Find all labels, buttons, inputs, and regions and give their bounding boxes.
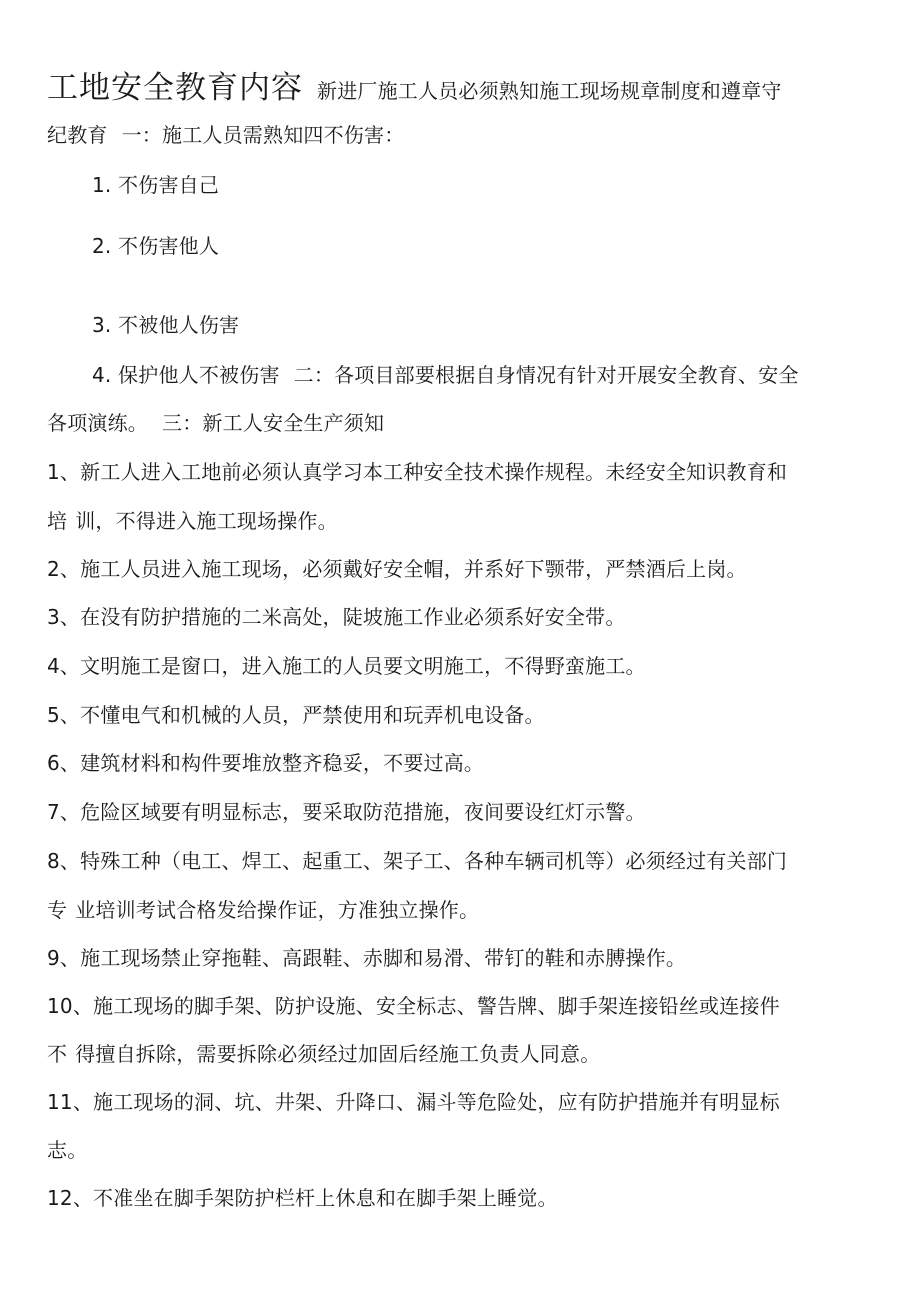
rule-11-line-2: 志。 xyxy=(47,1138,88,1162)
list-item: 3. 不被他人伤害 xyxy=(92,313,240,337)
section-one-heading: 一：施工人员需熟知四不伤害： xyxy=(121,123,405,147)
rule-8-text-cont: 业培训考试合格发给操作证，方准独立操作。 xyxy=(75,898,480,922)
list-item: 4. 保护他人不被伤害 xyxy=(92,363,280,387)
rule-10-line-1: 10、施工现场的脚手架、防护设施、安全标志、警告牌、脚手架连接铅丝或连接件 xyxy=(47,994,780,1018)
list-item: 2. 不伤害他人 xyxy=(92,234,220,258)
rule-1-text-cont: 训，不得进入施工现场操作。 xyxy=(75,509,338,533)
rule-11-line-1: 11、施工现场的洞、坑、井架、升降口、漏斗等危险处，应有防护措施并有明显标 xyxy=(47,1090,780,1114)
rule-8-line-2 xyxy=(47,896,867,924)
rule-4: 4、文明施工是窗口，进入施工的人员要文明施工，不得野蛮施工。 xyxy=(47,654,646,678)
rule-2: 2、施工人员进入施工现场，必须戴好安全帽，并系好下颚带，严禁酒后上岗。 xyxy=(47,557,747,581)
rule-1-line-1: 1、新工人进入工地前必须认真学习本工种安全技术操作规程。未经安全知识教育和 xyxy=(47,460,788,484)
rule-1-text: 培 xyxy=(47,509,68,533)
intro-text: 新进厂施工人员必须熟知施工现场规章制度和遵章守 xyxy=(317,79,782,103)
rule-10-line-2 xyxy=(47,1040,867,1068)
rule-5: 5、不懂电气和机械的人员，严禁使用和玩弄机电设备。 xyxy=(47,703,545,727)
rule-3: 3、在没有防护措施的二米高处，陡坡施工作业必须系好安全带。 xyxy=(47,605,626,629)
intro-line-2 xyxy=(47,121,867,149)
title-line xyxy=(47,70,867,106)
section-two-text: 二：各项目部要根据自身情况有针对开展安全教育、安全 xyxy=(293,363,799,387)
rule-1-line-2 xyxy=(47,507,867,535)
rule-10-text: 不 xyxy=(47,1042,68,1066)
section-two-continued xyxy=(47,409,867,437)
section-two-text-end: 各项演练。 xyxy=(47,411,148,435)
rule-7: 7、危险区域要有明显标志，要采取防范措施，夜间要设红灯示警。 xyxy=(47,800,646,824)
rule-8-text: 专 xyxy=(47,898,68,922)
rule-12: 12、不准坐在脚手架防护栏杆上休息和在脚手架上睡觉。 xyxy=(47,1186,558,1210)
rule-6: 6、建筑材料和构件要堆放整齐稳妥，不要过高。 xyxy=(47,751,485,775)
rule-10-text-cont: 得擅自拆除，需要拆除必须经过加固后经施工负责人同意。 xyxy=(75,1042,601,1066)
list-item: 1. 不伤害自己 xyxy=(92,173,220,197)
rule-9: 9、施工现场禁止穿拖鞋、高跟鞋、赤脚和易滑、带钉的鞋和赤膊操作。 xyxy=(47,946,687,970)
intro-text-2: 纪教育 xyxy=(47,123,108,147)
section-three-heading: 三：新工人安全生产须知 xyxy=(162,411,385,435)
list-item-4-line xyxy=(92,361,912,389)
rule-8-line-1: 8、特殊工种（电工、焊工、起重工、架子工、各种车辆司机等）必须经过有关部门 xyxy=(47,849,788,873)
document-title: 工地安全教育内容 xyxy=(47,70,303,106)
